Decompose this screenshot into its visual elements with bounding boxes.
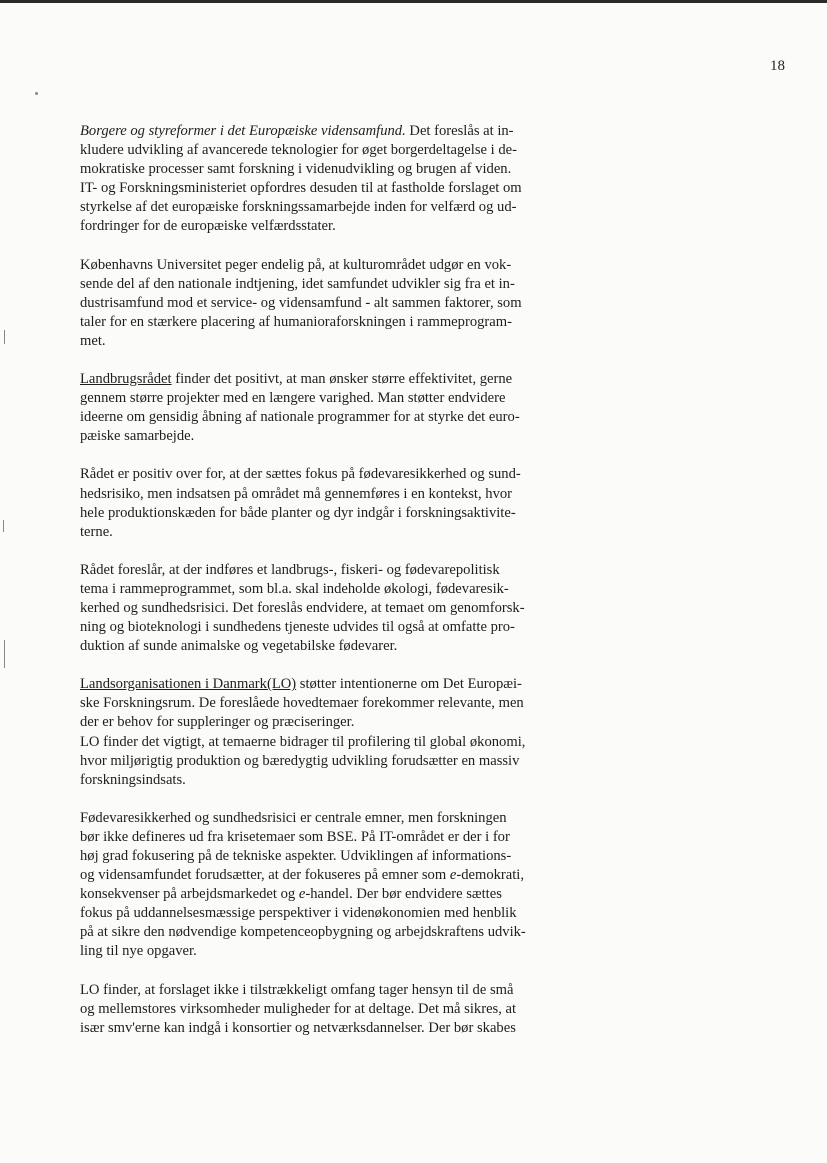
text-line	[80, 427, 592, 446]
text-line	[80, 1000, 592, 1019]
paragraph	[80, 122, 592, 237]
line-text: finder det positivt, at man ønsker større effektivitet, gerne	[171, 371, 513, 388]
line-text: hvor miljørigtig produktion og bæredygtig udvikling forudsætter en massiv	[80, 752, 520, 769]
scan-mark	[4, 330, 5, 344]
line-text: ideerne om gensidig åbning af nationale programmer for at styrke det euro-	[80, 409, 520, 426]
text-line	[80, 198, 592, 217]
text-line	[80, 561, 592, 580]
line-text: LO finder det vigtigt, at temaerne bidrager til profilering til global økonomi,	[80, 733, 526, 750]
line-text: tema i rammeprogrammet, som bl.a. skal indeholde økologi, fødevaresik-	[80, 580, 509, 597]
text-line	[80, 389, 592, 408]
line-text: Rådet er positiv over for, at der sættes fokus på fødevaresikkerhed og sund-	[80, 466, 521, 483]
page-number: 18	[770, 58, 785, 74]
text-line	[80, 504, 592, 523]
text-line	[80, 771, 592, 790]
line-text: fokus på uddannelsesmæssige perspektiver i videnøkonomien med henblik	[80, 905, 517, 922]
line-text: kerhed og sundhedsrisici. Det foreslås endvidere, at temaet om genomforsk-	[80, 599, 525, 616]
paragraph	[80, 809, 592, 962]
text-line	[80, 465, 592, 484]
line-text: især smv'erne kan indgå i konsortier og netværksdannelser. Der bør skabes	[80, 1019, 516, 1036]
line-text: konsekvenser på arbejdsmarkedet og	[80, 886, 296, 903]
line-text: Københavns Universitet peger endelig på, at kulturområdet udgør en vok-	[80, 256, 512, 273]
paragraph	[80, 561, 592, 656]
text-line	[80, 618, 592, 637]
line-text: LO finder, at forslaget ikke i tilstrækkeligt omfang tager hensyn til de små	[80, 981, 514, 998]
scan-mark	[3, 520, 4, 532]
text-line	[80, 733, 592, 752]
text-line	[80, 1019, 592, 1038]
line-text: sende del af den nationale indtjening, idet samfundet udvikler sig fra et in-	[80, 275, 515, 292]
line-text-suffix: -demokrati,	[456, 867, 525, 884]
document-body	[80, 122, 592, 1057]
line-text: Det foreslås at in-	[405, 123, 514, 139]
line-text: og mellemstores virksomheder muligheder for at deltage. Det må sikres, at	[80, 1000, 517, 1017]
line-text: taler for en stærkere placering af humanioraforskningen i rammeprogram-	[80, 313, 512, 330]
line-text: IT- og Forskningsministeriet opfordres desuden til at fastholde forslaget om	[80, 180, 522, 197]
italic-prefix: e	[449, 867, 457, 884]
text-line	[80, 370, 592, 389]
line-text: duktion af sunde animalske og vegetabilske fødevarer.	[80, 638, 398, 655]
paragraph	[80, 675, 592, 790]
text-line	[80, 923, 592, 942]
line-text: kludere udvikling af avancerede teknologier for øget borgerdeltagelse i de-	[80, 142, 517, 159]
line-text: terne.	[80, 523, 113, 540]
line-text: gennem større projekter med en længere varighed. Man støtter endvidere	[80, 390, 506, 407]
line-text-suffix: -handel. Der bør endvidere sættes	[305, 886, 502, 903]
text-line	[80, 599, 592, 618]
line-text: forskningsindsats.	[80, 771, 186, 788]
text-line	[80, 160, 592, 179]
line-text: hele produktionskæden for både planter og dyr indgår i forskningsaktivite-	[80, 504, 516, 521]
text-line	[80, 828, 592, 847]
text-line	[80, 313, 592, 332]
text-line	[80, 485, 592, 504]
section-heading-italic: Borgere og styreformer i det Europæiske vidensamfund.	[80, 123, 406, 139]
text-line	[80, 122, 592, 141]
text-line	[80, 847, 592, 866]
text-line	[80, 332, 592, 351]
text-line	[80, 675, 592, 694]
text-line	[80, 217, 592, 236]
paragraph	[80, 981, 592, 1038]
line-text: der er behov for suppleringer og præciseringer.	[80, 714, 355, 731]
text-line	[80, 752, 592, 771]
line-text: pæiske samarbejde.	[80, 428, 195, 445]
text-line	[80, 179, 592, 198]
line-text: met.	[80, 332, 106, 349]
paragraph	[80, 370, 592, 446]
line-text: høj grad fokusering på de tekniske aspekter. Udviklingen af informations-	[80, 848, 512, 864]
scan-mark	[35, 92, 38, 95]
text-line	[80, 294, 592, 313]
line-text: støtter intentionerne om Det Europæi-	[296, 676, 522, 693]
italic-prefix: e	[298, 886, 306, 903]
organization-name: Landsorganisationen i Danmark(LO)	[80, 676, 297, 693]
text-line	[80, 885, 592, 904]
paragraph	[80, 256, 592, 351]
scan-mark	[4, 640, 5, 668]
text-line	[80, 580, 592, 599]
text-line	[80, 275, 592, 294]
text-line	[80, 694, 592, 713]
line-text: dustrisamfund mod et service- og vidensamfund - alt sammen faktorer, som	[80, 294, 522, 311]
text-line	[80, 904, 592, 923]
line-text: ning og bioteknologi i sundhedens tjeneste udvides til også at omfatte pro-	[80, 619, 515, 636]
text-line	[80, 523, 592, 542]
text-line	[80, 141, 592, 160]
line-text: ling til nye opgaver.	[80, 943, 197, 960]
text-line	[80, 256, 592, 275]
text-line	[80, 981, 592, 1000]
text-line	[80, 809, 592, 828]
line-text: hedsrisiko, men indsatsen på området må gennemføres i en kontekst, hvor	[80, 485, 513, 502]
paragraph	[80, 465, 592, 541]
text-line	[80, 942, 592, 961]
scan-top-border	[0, 0, 827, 3]
line-text: styrkelse af det europæiske forskningssamarbejde inden for velfærd og ud-	[80, 199, 517, 216]
line-text: og vidensamfundet forudsætter, at der fokuseres på emner som	[80, 867, 447, 884]
line-text: Rådet foreslår, at der indføres et landbrugs-, fiskeri- og fødevarepolitisk	[80, 561, 500, 578]
line-text: bør ikke defineres ud fra krisetemaer som BSE. På IT-området er der i for	[80, 828, 510, 845]
line-text: mokratiske processer samt forskning i videnudvikling og brugen af viden.	[80, 161, 512, 178]
line-text: på at sikre den nødvendige kompetenceopbygning og arbejdskraftens udvik-	[80, 924, 526, 941]
line-text: Fødevaresikkerhed og sundhedsrisici er centrale emner, men forskningen	[80, 809, 507, 826]
text-line	[80, 637, 592, 656]
text-line	[80, 408, 592, 427]
text-line	[80, 866, 592, 885]
organization-name: Landbrugsrådet	[80, 371, 172, 388]
line-text: ske Forskningsrum. De foreslåede hovedtemaer forekommer relevante, men	[80, 695, 524, 712]
text-line	[80, 713, 592, 732]
line-text: fordringer for de europæiske velfærdsstater.	[80, 218, 336, 235]
